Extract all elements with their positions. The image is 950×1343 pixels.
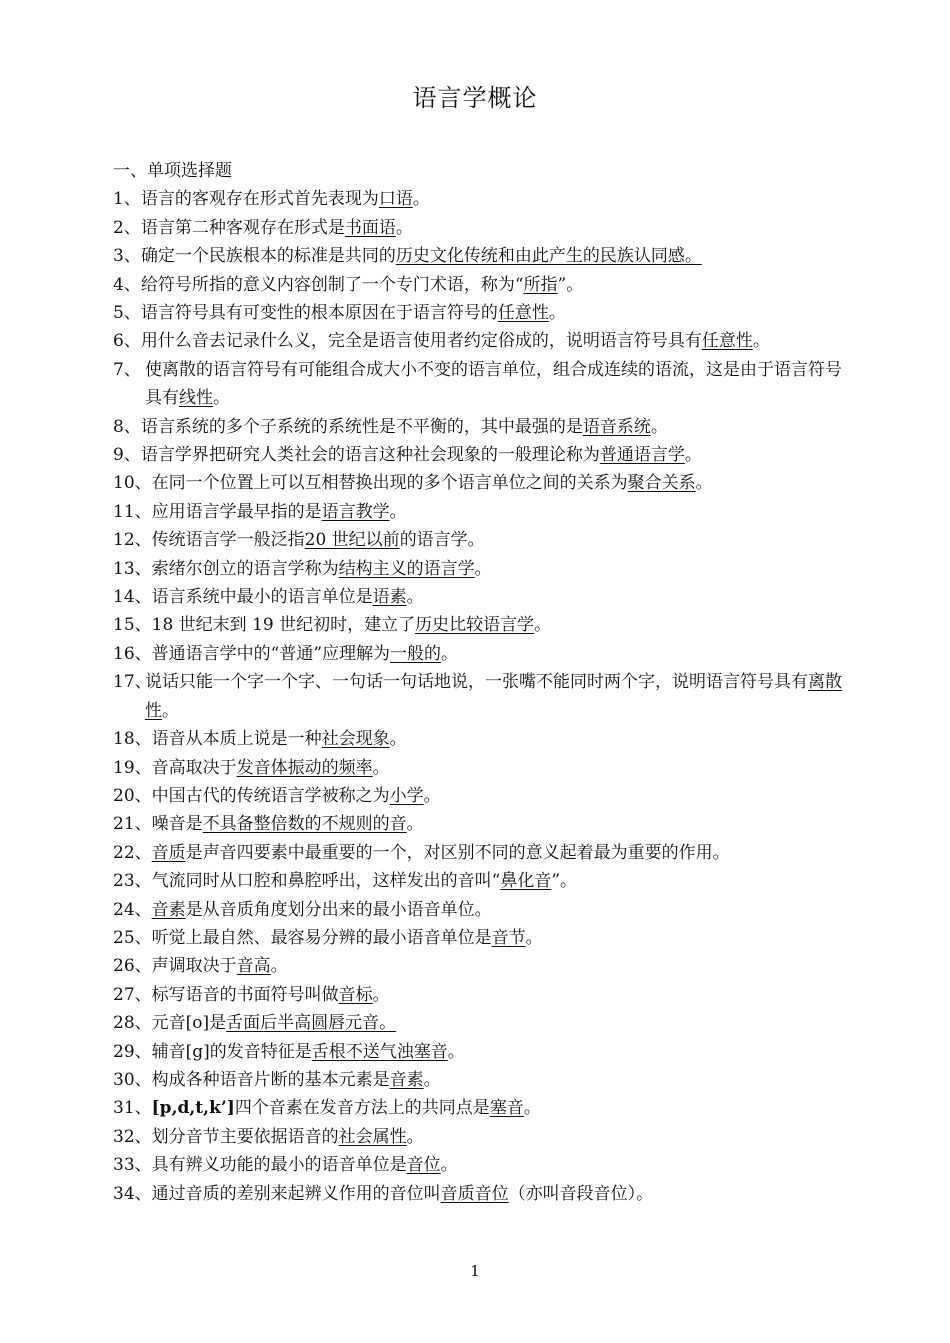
question-text-segment: 气流同时从口腔和鼻腔呼出，这样发出的音叫“	[151, 871, 501, 892]
question-text	[152, 1151, 858, 1179]
question-text-segment: 语言第二种客观存在形式是	[140, 217, 345, 238]
question-number: 21、	[113, 814, 152, 835]
question-item	[113, 327, 858, 355]
question-text	[141, 441, 858, 469]
question-text-segment: 。	[395, 217, 413, 238]
question-text-segment: 。	[372, 757, 390, 778]
question-number: 28、	[113, 1013, 152, 1034]
question-number: 2、	[113, 217, 141, 238]
answer-underlined: 任意性	[701, 331, 753, 352]
question-text-segment: 。	[525, 927, 543, 948]
answer-underlined: 书面语	[344, 217, 396, 238]
question-number: 10、	[113, 473, 152, 494]
answer-underlined: 口语	[378, 189, 413, 210]
question-text	[152, 555, 858, 583]
question-text-segment: 四个音素在发音方法上的共同点是	[234, 1098, 490, 1119]
question-item	[113, 271, 858, 299]
question-text-segment: 索绪尔创立的语言学称为	[151, 558, 339, 579]
question-text-segment: 。	[412, 189, 430, 210]
question-number: 25、	[113, 927, 152, 948]
question-item	[113, 1066, 858, 1094]
question-text	[152, 1180, 858, 1208]
question-text	[152, 1009, 858, 1037]
question-text	[152, 896, 858, 924]
question-item	[113, 1123, 858, 1151]
question-number: 22、	[113, 842, 152, 863]
question-text	[152, 1094, 858, 1122]
question-text	[152, 754, 858, 782]
question-text	[141, 185, 858, 213]
question-text-segment: 构成各种语音片断的基本元素是	[151, 1069, 390, 1090]
answer-underlined: 鼻化音	[500, 871, 552, 892]
answer-underlined: 20 世纪以前	[304, 530, 400, 551]
question-text	[152, 498, 858, 526]
answer-underlined: 社会属性	[338, 1126, 407, 1147]
question-item	[113, 1180, 858, 1208]
answer-underlined: 普通语言学	[599, 445, 685, 466]
question-item	[113, 299, 858, 327]
question-text	[141, 242, 858, 270]
question-number: 29、	[113, 1041, 152, 1062]
question-item	[113, 583, 858, 611]
question-number: 14、	[113, 587, 152, 608]
answer-underlined: 音素	[151, 899, 186, 920]
question-number: 4、	[113, 274, 141, 295]
question-text	[152, 526, 858, 554]
answer-underlined: 线性	[179, 388, 213, 409]
question-text-segment: （亦叫音段音位）。	[508, 1183, 654, 1204]
question-text-segment: 确定一个民族根本的标准是共同的	[140, 246, 396, 267]
question-item	[113, 242, 858, 270]
question-text-segment: 。	[523, 1098, 541, 1119]
question-text-segment: 。	[423, 1069, 441, 1090]
question-item	[113, 981, 858, 1009]
question-number: 17、	[113, 672, 152, 693]
question-number: 3、	[113, 246, 141, 267]
question-text	[145, 668, 858, 725]
question-text-segment: 用什么音去记录什么义，完全是语言使用者约定俗成的，说明语言符号具有	[140, 331, 702, 352]
question-number: 6、	[113, 331, 141, 352]
question-item	[113, 526, 858, 554]
question-item	[113, 810, 858, 838]
answer-underlined: 小学	[389, 785, 424, 806]
question-text	[141, 271, 858, 299]
answer-underlined: 塞音	[489, 1098, 524, 1119]
question-text	[141, 214, 858, 242]
question-text-segment: ”。	[557, 274, 584, 295]
question-item	[113, 924, 858, 952]
question-text-segment: 元音[o]是	[151, 1013, 227, 1034]
question-text-segment: 。	[752, 331, 770, 352]
question-text-segment: 。	[372, 984, 390, 1005]
question-text-segment: 。	[695, 473, 713, 494]
question-number: 9、	[113, 445, 141, 466]
answer-underlined: 一般的	[390, 643, 442, 664]
question-number: 7、	[113, 359, 141, 380]
question-text-segment: 传统语言学一般泛指	[151, 530, 305, 551]
question-item	[113, 1151, 858, 1179]
question-text-segment: 。	[440, 1155, 458, 1176]
answer-underlined: 音标	[338, 984, 373, 1005]
question-text	[152, 867, 858, 895]
question-number: 27、	[113, 984, 152, 1005]
answer-underlined: 任意性	[497, 303, 549, 324]
answer-underlined: 音质	[151, 842, 186, 863]
question-number: 34、	[113, 1183, 152, 1204]
answer-underlined: 发音体振动的频率	[236, 757, 373, 778]
question-text	[152, 1038, 858, 1066]
question-text	[152, 640, 858, 668]
question-item	[113, 498, 858, 526]
question-text	[152, 810, 858, 838]
question-text-segment: 标写语音的书面符号叫做	[151, 984, 339, 1005]
answer-underlined: 舌根不送气浊塞音	[311, 1041, 448, 1062]
question-text-segment: 听觉上最自然、最容易分辨的最小语音单位是	[151, 927, 492, 948]
question-item	[113, 413, 858, 441]
question-text-segment: 语言符号具有可变性的根本原因在于语言符号的	[140, 303, 498, 324]
question-item	[113, 782, 858, 810]
question-text-segment: 具有辨义功能的最小的语音单位是	[151, 1155, 407, 1176]
question-item	[113, 839, 858, 867]
question-text-segment: 。	[423, 785, 441, 806]
question-text	[152, 583, 858, 611]
question-text-segment: 语言系统的多个子系统的系统性是不平衡的，其中最强的是	[140, 416, 583, 437]
question-text-segment: 。	[389, 501, 407, 522]
answer-underlined: 离散性	[145, 672, 842, 721]
question-text-segment: 语言学界把研究人类社会的语言这种社会现象的一般理论称为	[140, 445, 600, 466]
question-text-segment: 噪音是	[151, 814, 203, 835]
question-number: 1、	[113, 189, 141, 210]
question-text	[152, 469, 858, 497]
question-text-segment: 给符号所指的意义内容创制了一个专门术语，称为“	[140, 274, 524, 295]
content	[113, 157, 858, 1208]
question-text-segment: 通过音质的差别来起辨义作用的音位叫	[151, 1183, 441, 1204]
question-number: 24、	[113, 899, 152, 920]
answer-underlined: 结构主义的语言学	[338, 558, 475, 579]
question-text-segment: 。	[447, 1041, 465, 1062]
question-text-segment: 辅音[g]的发音特征是	[151, 1041, 312, 1062]
question-item	[113, 1094, 858, 1122]
question-text-segment: 。	[534, 615, 552, 636]
question-text-segment: 中国古代的传统语言学被称之为	[151, 785, 390, 806]
question-item	[113, 441, 858, 469]
answer-underlined: 历史比较语言学	[415, 615, 535, 636]
question-text	[152, 782, 858, 810]
answer-underlined: 音高	[236, 956, 271, 977]
answer-underlined: 语言教学	[321, 501, 390, 522]
question-text	[152, 1066, 858, 1094]
question-text-segment: 。	[389, 729, 407, 750]
question-text-segment: 语言的客观存在形式首先表现为	[140, 189, 379, 210]
question-text-segment: 音高取决于	[151, 757, 237, 778]
answer-underlined: 音位	[406, 1155, 441, 1176]
question-number: 13、	[113, 558, 152, 579]
question-item	[113, 754, 858, 782]
page-title: 语言学概论	[412, 84, 538, 112]
question-text	[152, 924, 858, 952]
question-text-segment: 。	[406, 587, 424, 608]
question-text-segment: 。	[441, 643, 459, 664]
answer-underlined: 音素	[389, 1069, 424, 1090]
question-number: 8、	[113, 416, 141, 437]
question-text	[145, 356, 858, 413]
question-text-segment: 。	[548, 303, 566, 324]
question-item	[113, 668, 858, 725]
question-text	[152, 611, 858, 639]
question-item	[113, 469, 858, 497]
question-item	[113, 725, 858, 753]
question-number: 12、	[113, 530, 152, 551]
question-text-segment: 语言系统中最小的语言单位是	[151, 587, 373, 608]
question-text-segment: 。	[270, 956, 288, 977]
question-number: 5、	[113, 303, 141, 324]
question-number: 33、	[113, 1155, 152, 1176]
question-number: 16、	[113, 643, 152, 664]
answer-underlined: 不具备整倍数的不规则的音	[202, 814, 407, 835]
question-text-segment: 。	[213, 388, 230, 409]
question-text	[152, 981, 858, 1009]
answer-underlined: 音节	[491, 927, 526, 948]
question-number: 11、	[113, 501, 152, 522]
question-item	[113, 640, 858, 668]
question-item	[113, 611, 858, 639]
question-item	[113, 952, 858, 980]
question-number: 26、	[113, 956, 152, 977]
question-text-segment: 声调取决于	[151, 956, 237, 977]
answer-underlined: 历史文化传统和由此产生的民族认同感。	[395, 246, 702, 267]
question-number: 31、	[113, 1098, 152, 1119]
question-text-segment: 。	[406, 1126, 424, 1147]
question-text-segment: 。	[406, 814, 424, 835]
question-text	[141, 413, 858, 441]
question-text-segment: 在同一个位置上可以互相替换出现的多个语言单位之间的关系为	[151, 473, 628, 494]
question-number: 30、	[113, 1069, 152, 1090]
answer-underlined: 所指	[523, 274, 558, 295]
question-number: 23、	[113, 871, 152, 892]
question-item	[113, 555, 858, 583]
phonetic-notation: [p,d,t,k’]	[151, 1098, 235, 1119]
question-text	[152, 725, 858, 753]
question-text-segment: 是从音质角度划分出来的最小语音单位。	[185, 899, 492, 920]
question-number: 32、	[113, 1126, 152, 1147]
question-text	[152, 952, 858, 980]
question-text	[152, 1123, 858, 1151]
answer-underlined: 语素	[372, 587, 407, 608]
question-text-segment: 。	[684, 445, 702, 466]
question-number: 20、	[113, 785, 152, 806]
question-item	[113, 867, 858, 895]
page-number: 1	[470, 1262, 480, 1280]
answer-underlined: 聚合关系	[627, 473, 696, 494]
question-number: 15、	[113, 615, 152, 636]
question-item	[113, 1009, 858, 1037]
question-text-segment: 使离散的语言符号有可能组合成大小不变的语言单位，组合成连续的语流，这是由于语言符号具有	[145, 359, 842, 409]
question-text-segment: 18 世纪末到 19 世纪初时，建立了	[151, 615, 416, 636]
question-text-segment: 。	[474, 558, 492, 579]
question-number: 19、	[113, 757, 152, 778]
question-text	[152, 839, 858, 867]
question-item	[113, 214, 858, 242]
answer-underlined: 社会现象	[321, 729, 390, 750]
question-text-segment: 应用语言学最早指的是	[151, 501, 322, 522]
answer-underlined: 语音系统	[582, 416, 651, 437]
question-item	[113, 356, 858, 413]
question-text-segment: 。	[162, 700, 179, 721]
question-text-segment: 划分音节主要依据语音的	[151, 1126, 339, 1147]
section-heading: 一、单项选择题	[113, 161, 232, 181]
question-number: 18、	[113, 729, 152, 750]
question-text-segment: 说话只能一个字一个字、一句话一句话地说，一张嘴不能同时两个字，说明语言符号具有	[145, 672, 808, 693]
question-text-segment: ”。	[551, 871, 578, 892]
question-item	[113, 1038, 858, 1066]
question-text-segment: 语音从本质上说是一种	[151, 729, 322, 750]
answer-underlined: 舌面后半高圆唇元音。	[226, 1013, 397, 1034]
question-text-segment: 的语言学。	[399, 530, 485, 551]
question-item	[113, 896, 858, 924]
question-item	[113, 185, 858, 213]
question-text-segment: 。	[650, 416, 668, 437]
question-text-segment: 是声音四要素中最重要的一个，对区别不同的意义起着最为重要的作用。	[185, 842, 730, 863]
question-text-segment: 普通语言学中的“普通”应理解为	[151, 643, 391, 664]
question-text	[141, 327, 858, 355]
question-list	[113, 185, 858, 1208]
question-text	[141, 299, 858, 327]
answer-underlined: 音质音位	[440, 1183, 509, 1204]
